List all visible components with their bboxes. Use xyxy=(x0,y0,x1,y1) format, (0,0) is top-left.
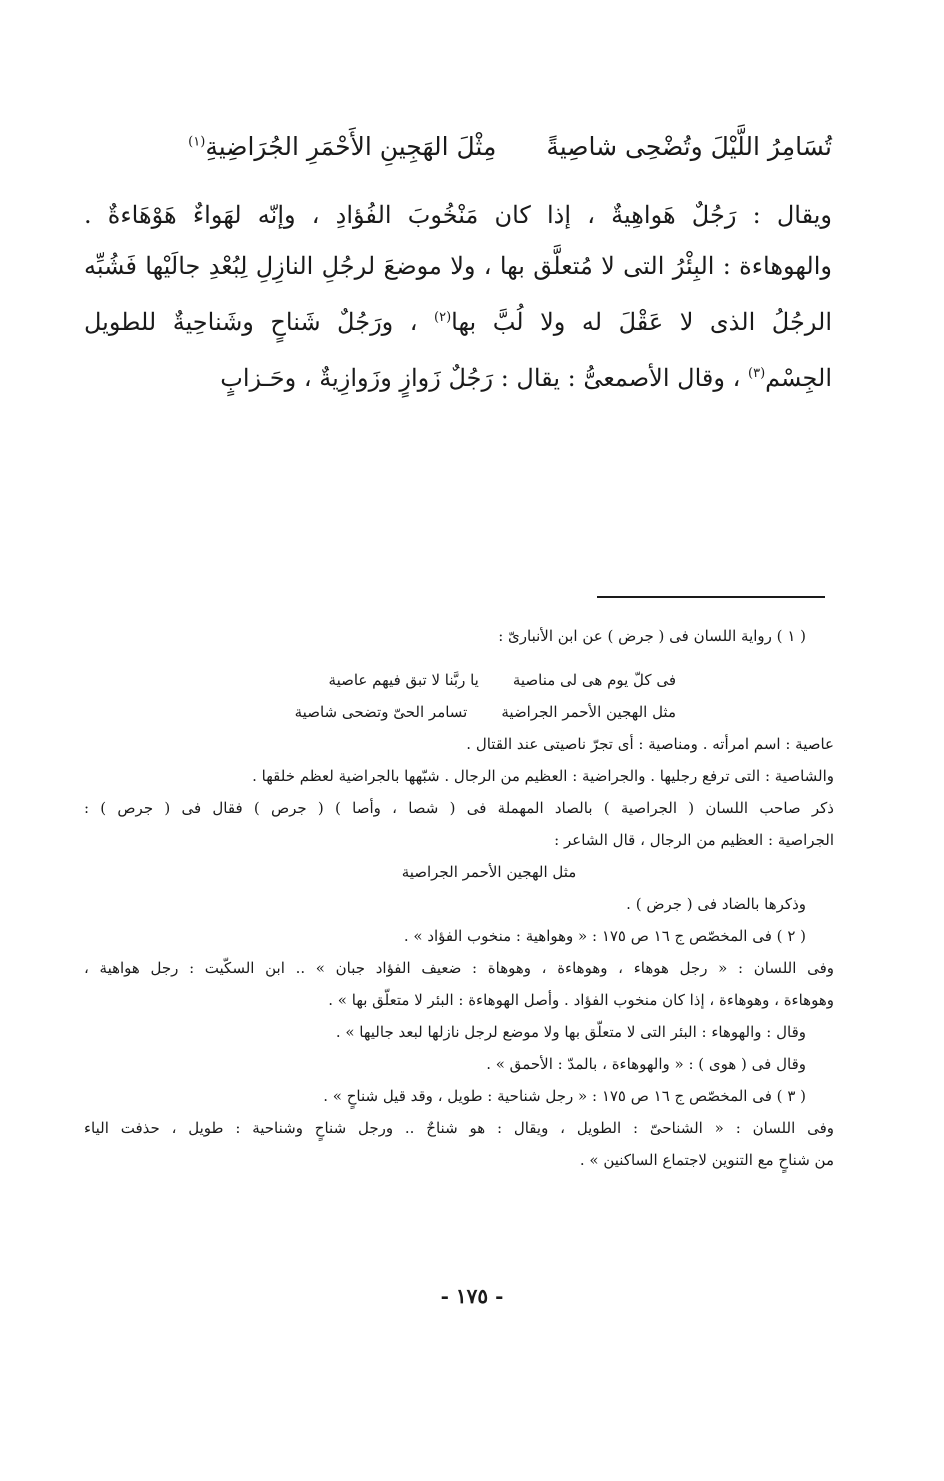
verse-hemistich-2: مِثْلَ الهَجِينِ الأَحْمَرِ الجُرَاضِيةِ$^{(١)}$ xyxy=(188,132,497,161)
paragraph-line: والهوهاءة : البِئْرُ التى لا مُتعلَّق بها ، ولا موضعَ لرجُلِ النازِلِ لِبُعْدِ جالَيْها فَشُبِّه xyxy=(84,252,832,280)
footnote-2: ( ٢ ) فى المخصّص ج ١٦ ص ١٧٥ : « وهواهية : منخوب الفؤاد » . xyxy=(403,927,806,945)
footnote-poem-line xyxy=(84,696,834,728)
footnote-3: ( ٣ ) فى المخصّص ج ١٦ ص ١٧٥ : « رجل شناحية : طويل ، وقد قيل شناحٍ » . xyxy=(323,1087,806,1105)
footnote-line: وقال فى ( هوى ) : « والهوهاءة ، بالمدّ : الأحمق » . xyxy=(486,1055,806,1073)
verse-line xyxy=(132,132,832,161)
footnotes xyxy=(84,620,834,1176)
footnote-mark-3: (٣) xyxy=(748,366,766,381)
footnote-1-intro: ( ١ ) رواية اللسان فى ( جرض ) عن ابن الأنبارىّ : xyxy=(498,627,806,645)
footnote-line: وقال : والهوهاء : البئر التى لا متعلّق بها ولا موضع لرجل نازلها لبعد جاليها » . xyxy=(335,1023,806,1041)
footnote-line: وهوهاءة ، وهوهاءة ، إذا كان منخوب الفؤاد . وأصل الهوهاءة : البئر لا متعلّق بها » . xyxy=(328,991,834,1009)
paragraph-line: ويقال : رَجُلٌ هَواهِيةٌ ، إذا كان مَنْخُوبَ الفُؤادِ ، وإنّه لهَواءٌ هَوْهَاءةٌ . xyxy=(84,201,832,229)
poem-hemistich: فى كلّ يوم هى لى مناصية xyxy=(512,671,676,689)
poem-hemistich: مثل الهجين الأحمر الجراضية xyxy=(501,703,676,721)
footnote-mark-2: (٢) xyxy=(434,310,452,325)
poem-hemistich: تسامر الحىّ وتضحى شاصية xyxy=(294,703,468,721)
footnote-line: وفى اللسان : « الشناحىّ : الطويل ، ويقال : هو شناحٌ .. ورجل شناحٍ وشناحية : طويل ، حذفت الياء xyxy=(84,1119,834,1137)
footnote-line: وذكرها بالضاد فى ( جرض ) . xyxy=(626,895,806,913)
verse-hemistich-1: تُسَامِرُ اللَّيْلَ وتُضْحِى شاصِيةً xyxy=(546,132,832,161)
footnote-poem-line xyxy=(84,664,834,696)
footnote-line: والشاصية : التى ترفع رجليها . والجراضية : العظيم من الرجال . شبّهها بالجراضية لعظم خلقها . xyxy=(252,767,834,785)
footnote-line: ذكر صاحب اللسان ( الجراصية ) بالصاد المهملة فى ( شصا ، وأصا ) ( جرص ) فقال فى ( جرص ) : xyxy=(84,799,834,817)
footnote-line: من شناحٍ مع التنوين لاجتماع الساكنين » . xyxy=(579,1151,834,1169)
paragraph-line: الجِسْم$^{(٣)}$ ، وقال الأصمعىُّ : يقال : رَجُلٌ زَوازٍ وزَوازِيةٌ ، وحَـزابٍ xyxy=(220,364,832,392)
footnote-mark-1: (١) xyxy=(188,134,206,150)
footnote-separator xyxy=(597,596,825,598)
page-number: - ١٧٥ - xyxy=(440,1284,504,1308)
footnote-line: الجراصية : العظيم من الرجال ، قال الشاعر : xyxy=(554,831,834,849)
footnote-verse: مثل الهجين الأحمر الجراصية xyxy=(401,863,577,881)
poem-hemistich: يا ربَّنا لا تبق فيهم عاصية xyxy=(328,671,479,689)
footnote-line: عاصية : اسم امرأته . ومناصية : أى تجرّ ناصيتى عند القتال . xyxy=(466,735,834,753)
footnote-line: وفى اللسان : « رجل هوهاء ، وهوهاءة ، وهوهاة : ضعيف الفؤاد جبان » .. ابن السكّيت : رجل هواهية ، xyxy=(84,959,834,977)
paragraph-line: الرجُلُ الذى لا عَقْلَ له ولا لُبَّ بها$^{(٢)}$ ، ورَجُلٌ شَناحٍ وشَناحِيةٌ للطويل xyxy=(84,308,833,336)
main-paragraph xyxy=(84,190,832,404)
